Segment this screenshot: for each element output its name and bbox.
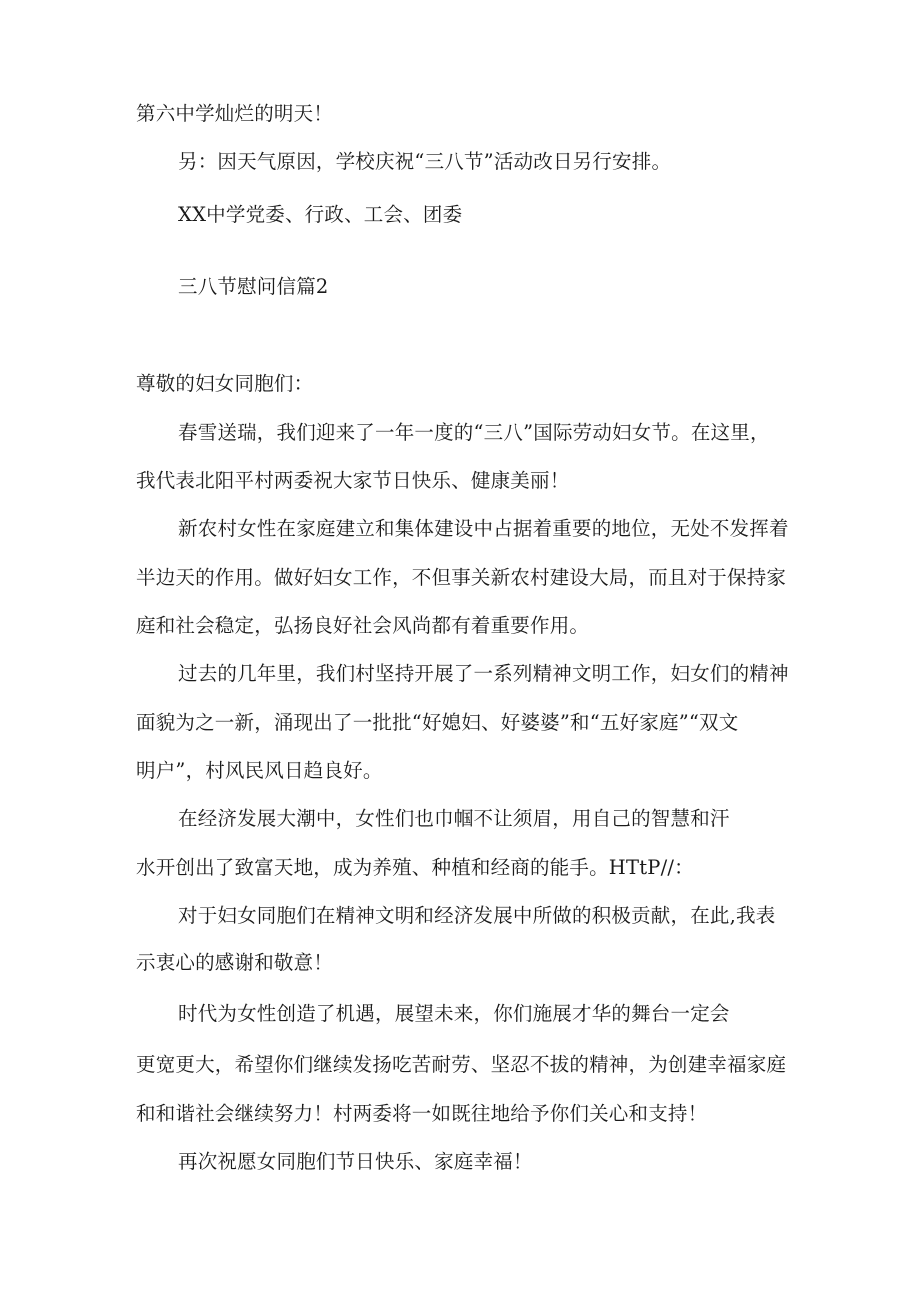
paragraph-7-closing-line: 再次祝愿女同胞们节日快乐、家庭幸福！ (178, 1150, 533, 1173)
text-line-signature: XX中学党委、行政、工会、团委 (178, 203, 463, 226)
paragraph-3-line-3: 明户”，村风民风日趋良好。 (136, 759, 383, 782)
paragraph-6-line-3: 和和谐社会继续努力！村两委将一如既往地给予你们关心和支持！ (136, 1102, 708, 1125)
paragraph-4-line-2: 水开创出了致富天地，成为养殖、种植和经商的能手。HTtP//： (136, 856, 694, 879)
paragraph-5-line-2: 示衷心的感谢和敬意！ (136, 951, 334, 974)
section-heading: 三八节慰问信篇2 (178, 275, 329, 298)
paragraph-6-line-2: 更宽更大，希望你们继续发扬吃苦耐劳、坚忍不拔的精神，为创建幸福家庭 (136, 1053, 787, 1076)
paragraph-1-line-2: 我代表北阳平村两委祝大家节日快乐、健康美丽！ (136, 469, 570, 492)
paragraph-2-line-2: 半边天的作用。做好妇女工作，不但事关新农村建设大局，而且对于保持家 (136, 566, 787, 589)
text-line-notice: 另：因天气原因，学校庆祝“三八节”活动改日另行安排。 (178, 150, 672, 173)
paragraph-2-line-3: 庭和社会稳定，弘扬良好社会风尚都有着重要作用。 (136, 614, 590, 637)
paragraph-3-line-1: 过去的几年里，我们村坚持开展了一系列精神文明工作，妇女们的精神 (178, 662, 789, 685)
paragraph-2-line-1: 新农村女性在家庭建立和集体建设中占据着重要的地位，无处不发挥着 (178, 517, 789, 540)
paragraph-4-line-1: 在经济发展大潮中，女性们也巾帼不让须眉，用自己的智慧和汗 (178, 807, 730, 830)
paragraph-5-line-1: 对于妇女同胞们在精神文明和经济发展中所做的积极贡献，在此,我表 (178, 904, 776, 927)
paragraph-6-line-1: 时代为女性创造了机遇，展望未来，你们施展才华的舞台一定会 (178, 1002, 730, 1025)
text-line-closing-wish: 第六中学灿烂的明天！ (136, 102, 334, 125)
paragraph-3-line-2: 面貌为之一新，涌现出了一批批“好媳妇、好婆婆”和“五好家庭”“双文 (136, 711, 739, 734)
paragraph-1-line-1: 春雪送瑞，我们迎来了一年一度的“三八”国际劳动妇女节。在这里， (178, 421, 770, 444)
letter-salutation: 尊敬的妇女同胞们： (136, 372, 314, 395)
